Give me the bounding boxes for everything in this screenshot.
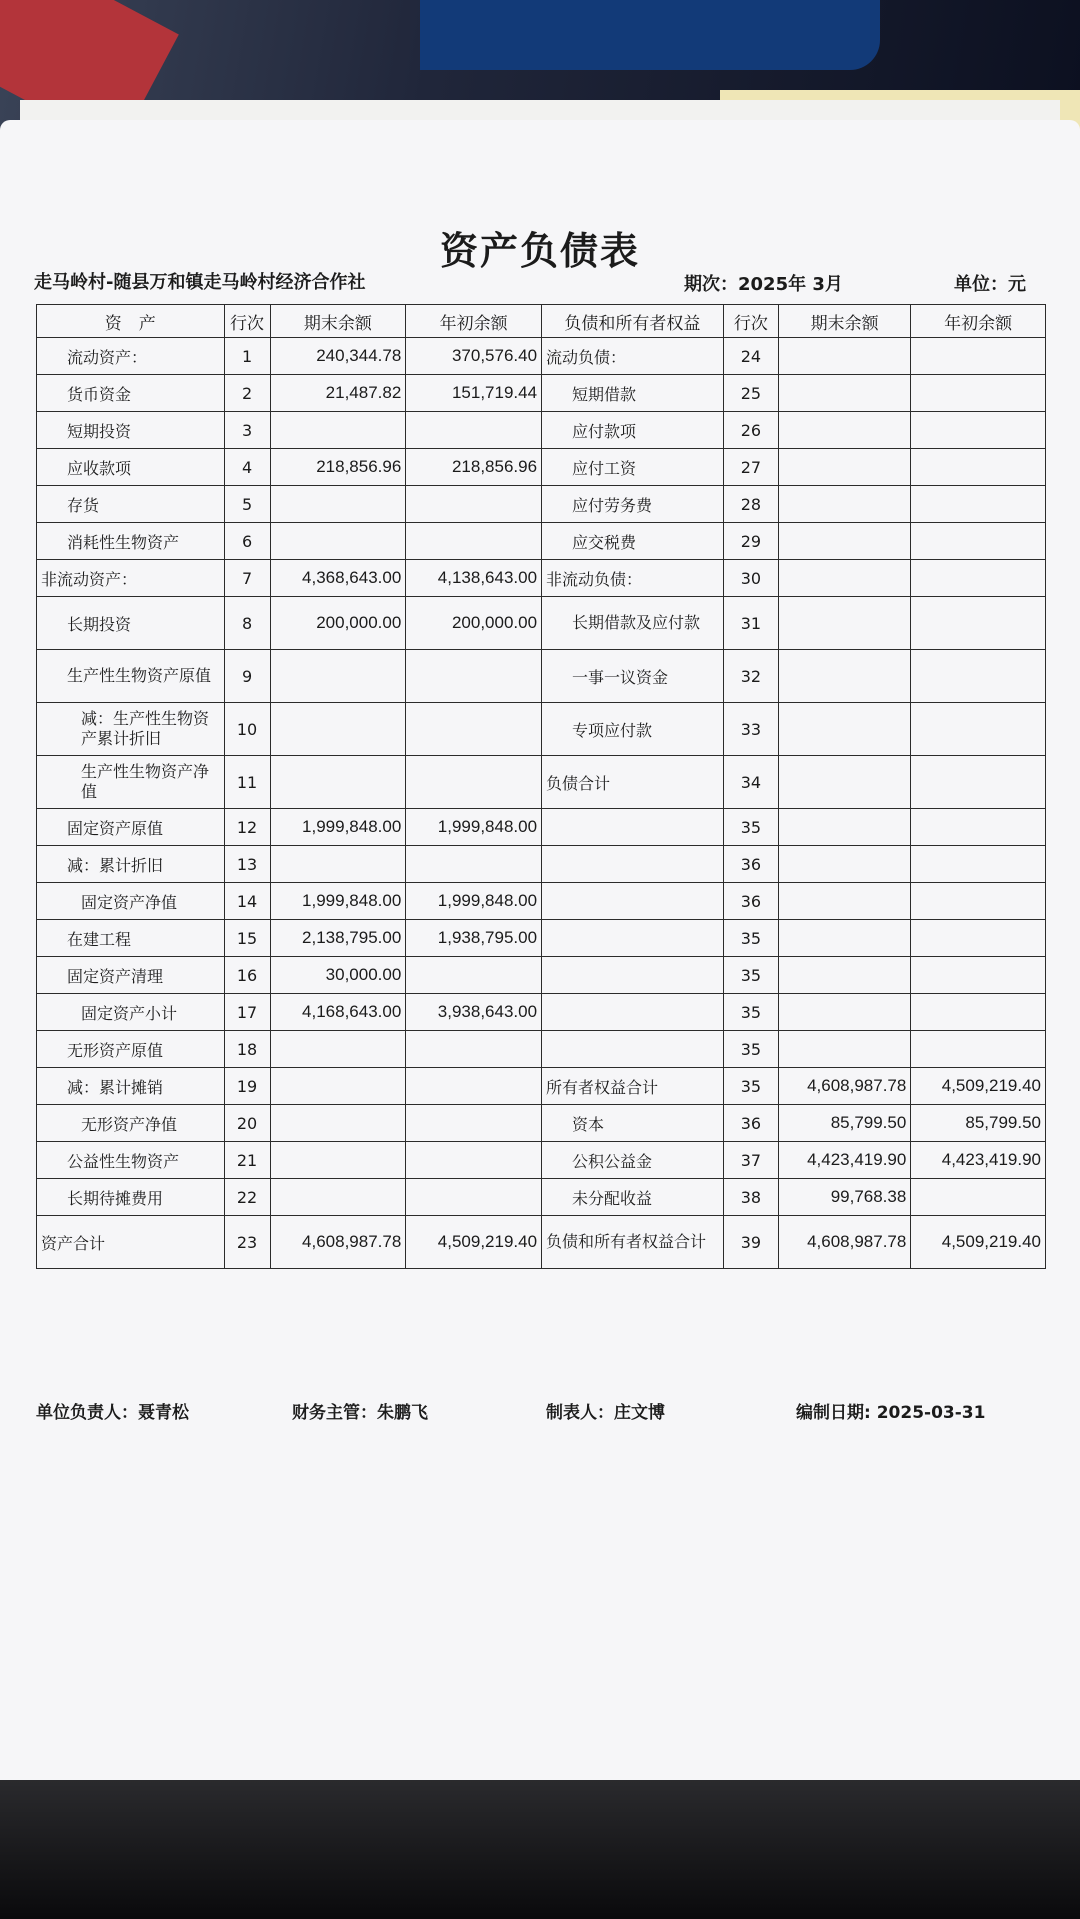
asset-end-cell xyxy=(270,650,406,703)
asset-name-cell: 生产性生物资产净值 xyxy=(37,756,225,809)
liability-name-cell xyxy=(542,1031,724,1068)
liability-begin-cell xyxy=(911,809,1046,846)
asset-begin-cell xyxy=(406,1068,542,1105)
asset-line-cell: 4 xyxy=(224,449,270,486)
table-row xyxy=(37,809,1046,846)
asset-line-cell: 3 xyxy=(224,412,270,449)
asset-begin-cell xyxy=(406,703,542,756)
liability-line-cell: 32 xyxy=(723,650,778,703)
asset-line-cell: 8 xyxy=(224,597,270,650)
asset-end-cell xyxy=(270,846,406,883)
asset-line-cell: 10 xyxy=(224,703,270,756)
liability-name-cell: 应付劳务费 xyxy=(542,486,724,523)
liability-begin-cell xyxy=(911,650,1046,703)
blue-object xyxy=(420,0,880,70)
liability-name-cell: 负债合计 xyxy=(542,756,724,809)
table-header-row xyxy=(37,305,1046,338)
liability-line-cell: 39 xyxy=(723,1216,778,1269)
asset-name-cell: 存货 xyxy=(37,486,225,523)
liability-name-cell: 长期借款及应付款 xyxy=(542,597,724,650)
liability-begin-cell xyxy=(911,597,1046,650)
asset-begin-cell: 151,719.44 xyxy=(406,375,542,412)
liability-begin-cell xyxy=(911,1031,1046,1068)
asset-begin-cell xyxy=(406,412,542,449)
asset-end-cell: 1,999,848.00 xyxy=(270,883,406,920)
liability-line-cell: 35 xyxy=(723,920,778,957)
bottom-shadow xyxy=(0,1780,1080,1919)
table-row xyxy=(37,1068,1046,1105)
balance-sheet-paper xyxy=(0,120,1080,1905)
liability-end-cell xyxy=(779,650,911,703)
table-row xyxy=(37,338,1046,375)
asset-begin-cell xyxy=(406,650,542,703)
period-label: 期次：2025年 3月 xyxy=(684,274,843,295)
asset-name-cell: 应收款项 xyxy=(37,449,225,486)
asset-line-cell: 16 xyxy=(224,957,270,994)
table-row xyxy=(37,756,1046,809)
signature-footer xyxy=(36,1398,1046,1424)
asset-begin-cell xyxy=(406,523,542,560)
table-row xyxy=(37,650,1046,703)
liability-begin-cell xyxy=(911,375,1046,412)
liability-begin-cell xyxy=(911,560,1046,597)
liability-name-cell: 流动负债： xyxy=(542,338,724,375)
liability-end-cell xyxy=(779,703,911,756)
asset-name-cell: 流动资产： xyxy=(37,338,225,375)
liability-name-cell xyxy=(542,846,724,883)
liability-name-cell: 资本 xyxy=(542,1105,724,1142)
asset-begin-cell: 1,999,848.00 xyxy=(406,883,542,920)
liability-begin-cell xyxy=(911,994,1046,1031)
finance-supervisor: 财务主管：朱鹏飞 xyxy=(292,1403,428,1423)
liability-end-cell xyxy=(779,597,911,650)
asset-end-cell: 4,608,987.78 xyxy=(270,1216,406,1269)
liability-end-cell xyxy=(779,883,911,920)
asset-name-cell: 减：生产性生物资产累计折旧 xyxy=(37,703,225,756)
table-row xyxy=(37,523,1046,560)
asset-end-cell xyxy=(270,523,406,560)
asset-begin-cell xyxy=(406,1142,542,1179)
liability-line-cell: 36 xyxy=(723,846,778,883)
asset-end-cell xyxy=(270,1031,406,1068)
asset-end-cell xyxy=(270,703,406,756)
asset-line-cell: 11 xyxy=(224,756,270,809)
liability-line-cell: 30 xyxy=(723,560,778,597)
unit-label: 单位：元 xyxy=(954,274,1026,295)
table-body xyxy=(37,338,1046,1269)
table-row xyxy=(37,412,1046,449)
liability-line-cell: 36 xyxy=(723,883,778,920)
liability-line-cell: 38 xyxy=(723,1179,778,1216)
liability-name-cell: 应交税费 xyxy=(542,523,724,560)
asset-end-cell xyxy=(270,1068,406,1105)
liability-line-cell: 31 xyxy=(723,597,778,650)
asset-line-cell: 13 xyxy=(224,846,270,883)
header-end-balance: 期末余额 xyxy=(270,305,406,338)
table-row xyxy=(37,957,1046,994)
liability-name-cell: 公积公益金 xyxy=(542,1142,724,1179)
liability-end-cell xyxy=(779,412,911,449)
asset-line-cell: 2 xyxy=(224,375,270,412)
asset-begin-cell: 4,509,219.40 xyxy=(406,1216,542,1269)
asset-line-cell: 9 xyxy=(224,650,270,703)
unit-head: 单位负责人：聂青松 xyxy=(36,1403,189,1423)
table-row xyxy=(37,1105,1046,1142)
liability-begin-cell xyxy=(911,846,1046,883)
liability-line-cell: 35 xyxy=(723,809,778,846)
liability-end-cell xyxy=(779,920,911,957)
liability-name-cell: 非流动负债： xyxy=(542,560,724,597)
liability-begin-cell xyxy=(911,486,1046,523)
asset-name-cell: 减：累计折旧 xyxy=(37,846,225,883)
asset-line-cell: 12 xyxy=(224,809,270,846)
liability-name-cell: 所有者权益合计 xyxy=(542,1068,724,1105)
liability-begin-cell xyxy=(911,957,1046,994)
asset-end-cell: 4,168,643.00 xyxy=(270,994,406,1031)
asset-end-cell xyxy=(270,1179,406,1216)
liability-name-cell xyxy=(542,809,724,846)
liability-end-cell xyxy=(779,449,911,486)
asset-begin-cell: 370,576.40 xyxy=(406,338,542,375)
asset-end-cell: 240,344.78 xyxy=(270,338,406,375)
asset-line-cell: 15 xyxy=(224,920,270,957)
asset-name-cell: 无形资产净值 xyxy=(37,1105,225,1142)
asset-end-cell xyxy=(270,412,406,449)
asset-name-cell: 长期待摊费用 xyxy=(37,1179,225,1216)
liability-end-cell xyxy=(779,375,911,412)
liability-begin-cell: 4,509,219.40 xyxy=(911,1216,1046,1269)
liability-line-cell: 27 xyxy=(723,449,778,486)
liability-line-cell: 37 xyxy=(723,1142,778,1179)
liability-name-cell: 一事一议资金 xyxy=(542,650,724,703)
liability-begin-cell xyxy=(911,338,1046,375)
liability-end-cell xyxy=(779,994,911,1031)
liability-begin-cell: 4,423,419.90 xyxy=(911,1142,1046,1179)
header-begin-balance: 年初余额 xyxy=(406,305,542,338)
preparer: 制表人：庄文博 xyxy=(546,1403,665,1423)
asset-line-cell: 23 xyxy=(224,1216,270,1269)
table-row xyxy=(37,883,1046,920)
table-row xyxy=(37,597,1046,650)
table-row xyxy=(37,1031,1046,1068)
table-row xyxy=(37,486,1046,523)
asset-end-cell: 2,138,795.00 xyxy=(270,920,406,957)
asset-end-cell: 218,856.96 xyxy=(270,449,406,486)
liability-begin-cell xyxy=(911,756,1046,809)
liability-line-cell: 24 xyxy=(723,338,778,375)
asset-line-cell: 18 xyxy=(224,1031,270,1068)
balance-sheet-table xyxy=(36,304,1046,1269)
liability-line-cell: 29 xyxy=(723,523,778,560)
asset-name-cell: 固定资产原值 xyxy=(37,809,225,846)
asset-name-cell: 固定资产清理 xyxy=(37,957,225,994)
liability-begin-cell xyxy=(911,920,1046,957)
liability-begin-cell xyxy=(911,449,1046,486)
asset-begin-cell xyxy=(406,957,542,994)
liability-line-cell: 33 xyxy=(723,703,778,756)
asset-name-cell: 减：累计摊销 xyxy=(37,1068,225,1105)
asset-name-cell: 固定资产净值 xyxy=(37,883,225,920)
liability-line-cell: 26 xyxy=(723,412,778,449)
liability-line-cell: 35 xyxy=(723,957,778,994)
asset-end-cell: 4,368,643.00 xyxy=(270,560,406,597)
liability-begin-cell xyxy=(911,703,1046,756)
table-row xyxy=(37,560,1046,597)
liability-name-cell: 短期借款 xyxy=(542,375,724,412)
asset-begin-cell: 1,938,795.00 xyxy=(406,920,542,957)
liability-begin-cell: 85,799.50 xyxy=(911,1105,1046,1142)
header-assets: 资 产 xyxy=(37,305,225,338)
asset-name-cell: 固定资产小计 xyxy=(37,994,225,1031)
header-begin-balance: 年初余额 xyxy=(911,305,1046,338)
table-row xyxy=(37,1179,1046,1216)
asset-line-cell: 19 xyxy=(224,1068,270,1105)
asset-name-cell: 非流动资产： xyxy=(37,560,225,597)
table-row xyxy=(37,449,1046,486)
liability-end-cell: 99,768.38 xyxy=(779,1179,911,1216)
asset-line-cell: 1 xyxy=(224,338,270,375)
liability-line-cell: 35 xyxy=(723,1031,778,1068)
liability-end-cell xyxy=(779,957,911,994)
asset-end-cell: 21,487.82 xyxy=(270,375,406,412)
table-row xyxy=(37,1142,1046,1179)
liability-line-cell: 35 xyxy=(723,1068,778,1105)
asset-end-cell xyxy=(270,756,406,809)
liability-end-cell xyxy=(779,338,911,375)
liability-end-cell: 4,608,987.78 xyxy=(779,1216,911,1269)
liability-name-cell xyxy=(542,920,724,957)
asset-end-cell: 1,999,848.00 xyxy=(270,809,406,846)
asset-begin-cell: 3,938,643.00 xyxy=(406,994,542,1031)
liability-begin-cell xyxy=(911,1179,1046,1216)
liability-line-cell: 34 xyxy=(723,756,778,809)
asset-end-cell xyxy=(270,486,406,523)
asset-name-cell: 公益性生物资产 xyxy=(37,1142,225,1179)
asset-line-cell: 17 xyxy=(224,994,270,1031)
asset-begin-cell: 218,856.96 xyxy=(406,449,542,486)
liability-line-cell: 28 xyxy=(723,486,778,523)
asset-name-cell: 货币资金 xyxy=(37,375,225,412)
asset-begin-cell xyxy=(406,486,542,523)
asset-name-cell: 长期投资 xyxy=(37,597,225,650)
asset-name-cell: 消耗性生物资产 xyxy=(37,523,225,560)
asset-line-cell: 20 xyxy=(224,1105,270,1142)
asset-line-cell: 7 xyxy=(224,560,270,597)
asset-line-cell: 5 xyxy=(224,486,270,523)
asset-begin-cell xyxy=(406,1105,542,1142)
asset-begin-cell: 200,000.00 xyxy=(406,597,542,650)
liability-line-cell: 36 xyxy=(723,1105,778,1142)
document-title: 资产负债表 xyxy=(439,228,640,273)
liability-name-cell: 应付工资 xyxy=(542,449,724,486)
liability-end-cell: 4,423,419.90 xyxy=(779,1142,911,1179)
asset-name-cell: 资产合计 xyxy=(37,1216,225,1269)
liability-begin-cell xyxy=(911,883,1046,920)
asset-line-cell: 21 xyxy=(224,1142,270,1179)
table-row xyxy=(37,703,1046,756)
asset-begin-cell xyxy=(406,756,542,809)
table-row xyxy=(37,1216,1046,1269)
asset-end-cell: 30,000.00 xyxy=(270,957,406,994)
asset-end-cell xyxy=(270,1142,406,1179)
liability-name-cell: 专项应付款 xyxy=(542,703,724,756)
liability-end-cell xyxy=(779,846,911,883)
asset-name-cell: 在建工程 xyxy=(37,920,225,957)
asset-begin-cell xyxy=(406,1179,542,1216)
asset-end-cell xyxy=(270,1105,406,1142)
asset-name-cell: 短期投资 xyxy=(37,412,225,449)
asset-name-cell: 生产性生物资产原值 xyxy=(37,650,225,703)
table-row xyxy=(37,994,1046,1031)
table-row xyxy=(37,920,1046,957)
asset-begin-cell: 1,999,848.00 xyxy=(406,809,542,846)
liability-begin-cell xyxy=(911,523,1046,560)
prepared-date: 编制日期: 2025-03-31 xyxy=(796,1403,986,1423)
liability-line-cell: 25 xyxy=(723,375,778,412)
asset-begin-cell: 4,138,643.00 xyxy=(406,560,542,597)
liability-begin-cell: 4,509,219.40 xyxy=(911,1068,1046,1105)
liability-end-cell xyxy=(779,809,911,846)
asset-end-cell: 200,000.00 xyxy=(270,597,406,650)
asset-line-cell: 14 xyxy=(224,883,270,920)
liability-end-cell xyxy=(779,523,911,560)
liability-line-cell: 35 xyxy=(723,994,778,1031)
liability-name-cell: 应付款项 xyxy=(542,412,724,449)
liability-name-cell xyxy=(542,957,724,994)
entity-name: 走马岭村-随县万和镇走马岭村经济合作社 xyxy=(34,272,366,293)
header-end-balance: 期末余额 xyxy=(779,305,911,338)
asset-line-cell: 6 xyxy=(224,523,270,560)
table-row xyxy=(37,375,1046,412)
liability-end-cell: 4,608,987.78 xyxy=(779,1068,911,1105)
asset-line-cell: 22 xyxy=(224,1179,270,1216)
asset-begin-cell xyxy=(406,1031,542,1068)
liability-end-cell xyxy=(779,560,911,597)
liability-name-cell xyxy=(542,994,724,1031)
liability-end-cell xyxy=(779,486,911,523)
header-line-no: 行次 xyxy=(224,305,270,338)
liability-name-cell: 负债和所有者权益合计 xyxy=(542,1216,724,1269)
table-row xyxy=(37,846,1046,883)
liability-name-cell: 未分配收益 xyxy=(542,1179,724,1216)
liability-end-cell: 85,799.50 xyxy=(779,1105,911,1142)
header-liabilities-equity: 负债和所有者权益 xyxy=(542,305,724,338)
liability-end-cell xyxy=(779,756,911,809)
liability-end-cell xyxy=(779,1031,911,1068)
liability-name-cell xyxy=(542,883,724,920)
liability-begin-cell xyxy=(911,412,1046,449)
asset-begin-cell xyxy=(406,846,542,883)
asset-name-cell: 无形资产原值 xyxy=(37,1031,225,1068)
header-line-no: 行次 xyxy=(723,305,778,338)
